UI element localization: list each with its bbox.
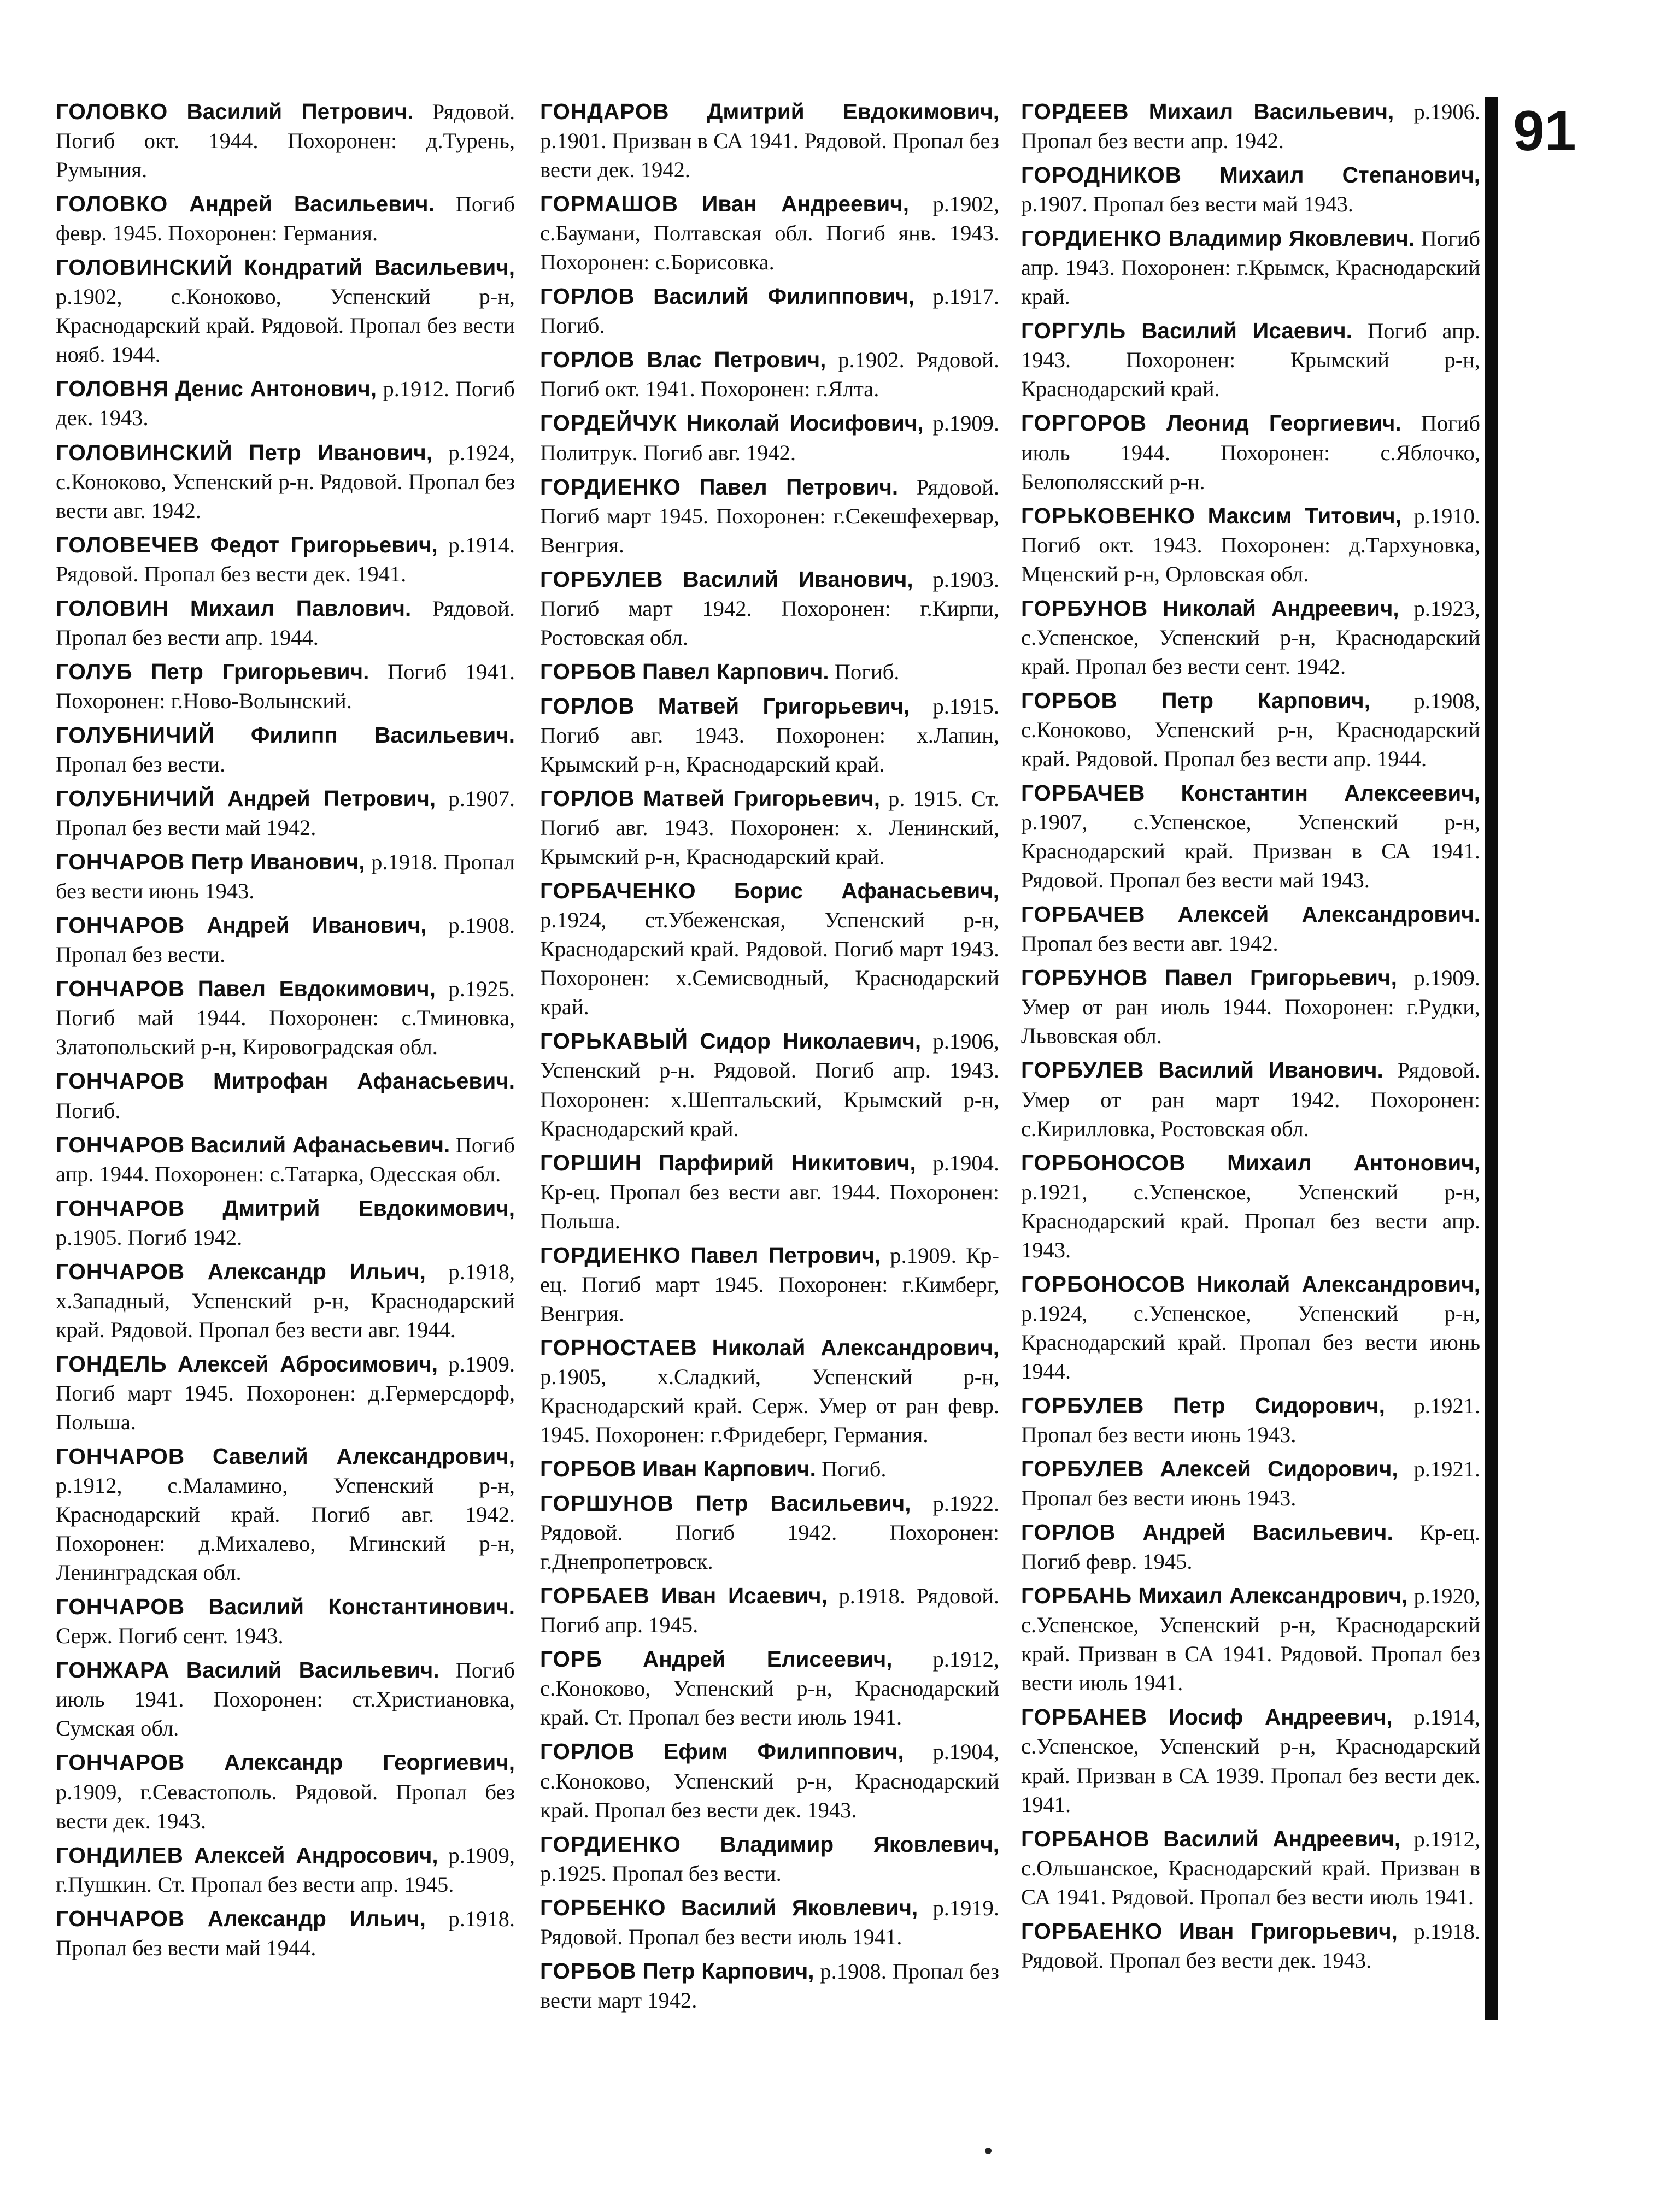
vertical-rule — [1485, 97, 1498, 2020]
entry-surname: ГОРБОВ — [540, 658, 637, 684]
entry — [56, 1841, 515, 1899]
entry-details: Погиб. — [834, 659, 900, 684]
entry-surname: ГОЛОВЕЧЕВ — [56, 532, 200, 557]
entry-details: Серж. Погиб сент. 1943. — [56, 1623, 284, 1649]
entry-details: р.1908, с.Коноково, Успенский р-н, Краснодарский край. Рядовой. Пропал без вести апр. 1944. — [1021, 688, 1480, 771]
entry — [540, 473, 999, 560]
entry-surname: ГОРДИЕНКО — [540, 474, 681, 499]
entry-details: р.1904, с.Коноково, Успенский р-н, Краснодарский край. Пропал без вести дек. 1943. — [540, 1739, 1000, 1822]
entry — [56, 1067, 515, 1125]
entry — [56, 1257, 515, 1344]
entry-given-name: Сидор Николаевич, — [700, 1028, 922, 1054]
entry — [56, 438, 515, 525]
entry — [540, 1830, 999, 1888]
entry-surname: ГОРБУЛЕВ — [1021, 1456, 1145, 1482]
entry-details: р.1909, г.Пушкин. Ст. Пропал без вести апр. 1945. — [56, 1843, 515, 1897]
entry-details: р.1908. Пропал без вести. — [56, 913, 515, 967]
entry-surname: ГОЛОВНЯ — [56, 376, 169, 402]
entry-details: р.1907. Пропал без вести май 1943. — [1021, 192, 1353, 217]
entry — [540, 565, 999, 652]
entry-details: Погиб апр. 1943. Похоронен: Крымский р-н, Краснодарский край. — [1021, 319, 1480, 402]
entry-details: р.1912, с.Ольшанское, Краснодарский край. Призван в СА 1941. Рядовой. Пропал без вести июль 1941. — [1021, 1826, 1480, 1909]
entry-details: Погиб июль 1941. Похоронен: ст.Христиановка, Сумская обл. — [56, 1658, 515, 1741]
entry-details: Рядовой. Погиб март 1945. Похоронен: г.Секешфехервар, Венгрия. — [540, 474, 1000, 557]
entry — [56, 253, 515, 369]
entry-details: р.1906, Успенский р-н. Рядовой. Погиб апр. 1943. Похоронен: х.Шептальский, Крымский р-н, Краснодарский край. — [540, 1029, 1000, 1141]
entry — [1021, 1149, 1480, 1264]
entry-details: р.1923, с.Успенское, Успенский р-н, Краснодарский край. Пропал без вести сент. 1942. — [1021, 596, 1481, 679]
entry-given-name: Филипп Васильевич. — [250, 722, 515, 748]
entry — [540, 97, 999, 184]
entry-surname: ГОНЧАРОВ — [56, 1905, 185, 1931]
entry-details: р.1909. Погиб март 1945. Похоронен: д.Гермерсдорф, Польша. — [56, 1351, 515, 1434]
column-2 — [540, 97, 999, 2020]
entry — [56, 911, 515, 969]
entry-details: р.1904. Кр-ец. Пропал без вести авг. 1944. Похоронен: Польша. — [540, 1150, 1000, 1233]
entry-surname: ГОНЧАРОВ — [56, 1444, 185, 1469]
entry-surname: ГОРШИН — [540, 1150, 642, 1175]
entry-surname: ГОРБОВ — [540, 1456, 637, 1482]
entry-surname: ГОЛУБ — [56, 658, 133, 684]
entry — [540, 657, 999, 686]
entry-details: Погиб. — [56, 1098, 121, 1123]
entry — [540, 692, 999, 779]
entry-given-name: Василий Васильевич. — [186, 1657, 439, 1683]
entry — [56, 974, 515, 1061]
entry-details: р.1912, с.Коноково, Успенский р-н, Краснодарский край. Ст. Пропал без вести июль 1941. — [540, 1647, 999, 1730]
entry — [56, 1131, 515, 1189]
entry-given-name: Савелий Александрович, — [212, 1444, 515, 1469]
entry — [56, 848, 515, 905]
entry-surname: ГОРДИЕНКО — [1021, 226, 1162, 251]
entry-given-name: Ефим Филиппович, — [664, 1739, 904, 1764]
entry-given-name: Павел Петрович, — [690, 1242, 881, 1268]
entry-given-name: Василий Филиппович, — [653, 284, 914, 309]
entry — [56, 1748, 515, 1835]
entry-surname: ГОРДЕЙЧУК — [540, 410, 677, 436]
entry-surname: ГОРБАНЕВ — [1021, 1704, 1148, 1730]
entry-details: Погиб апр. 1943. Похоронен: г.Крымск, Краснодарский край. — [1021, 226, 1481, 309]
page-number: 91 — [1513, 99, 1576, 163]
entry — [56, 1194, 515, 1252]
entry-details: р.1910. Погиб окт. 1943. Похоронен: д.Тархуновка, Мценский р-н, Орловская обл. — [1021, 503, 1480, 586]
entry-surname: ГОЛОВКО — [56, 99, 168, 124]
entry — [56, 1592, 515, 1650]
entry-surname: ГОЛОВИН — [56, 595, 169, 621]
entry-given-name: Василий Петрович. — [186, 99, 414, 124]
entry — [1021, 502, 1480, 589]
entry — [540, 1737, 999, 1824]
entry-details: Погиб апр. 1944. Похоронен: с.Татарка, Одесская обл. — [56, 1132, 515, 1186]
entry-given-name: Василий Андреевич, — [1163, 1826, 1401, 1851]
entry-surname: ГОНЧАРОВ — [56, 1132, 185, 1157]
entry-details: р.1902, с.Коноково, Успенский р-н, Краснодарский край. Рядовой. Пропал без вести нояб. 1944. — [56, 284, 515, 367]
entry-details: Погиб февр. 1945. Похоронен: Германия. — [56, 192, 515, 246]
entry-details: р.1914, с.Успенское, Успенский р-н, Краснодарский край. Призван в СА 1939. Пропал без вести дек. 1941. — [1021, 1705, 1480, 1817]
entry-given-name: Андрей Васильевич. — [1142, 1520, 1393, 1545]
entry-surname: ГОРЛОВ — [1021, 1520, 1116, 1545]
entry-surname: ГОНДЕЛЬ — [56, 1351, 167, 1376]
entry — [1021, 97, 1480, 155]
entry — [56, 531, 515, 589]
entry — [1021, 1056, 1480, 1143]
entry — [540, 784, 999, 871]
entry — [56, 374, 515, 432]
entry-given-name: Денис Антонович, — [175, 376, 377, 402]
entry-details: р.1921. Пропал без вести июнь 1943. — [1021, 1393, 1480, 1448]
entry-given-name: Алексей Александрович. — [1177, 902, 1480, 927]
entry — [540, 1489, 999, 1576]
entry-surname: ГОРОДНИКОВ — [1021, 162, 1182, 188]
entry-surname: ГОНЧАРОВ — [56, 1594, 185, 1620]
entry-surname: ГОРНОСТАЕВ — [540, 1334, 697, 1360]
entry — [1021, 1518, 1480, 1576]
entry-details: р.1909. Кр-ец. Погиб март 1945. Похоронен: г.Кимберг, Венгрия. — [540, 1243, 1000, 1326]
entry-given-name: Павел Григорьевич, — [1164, 965, 1397, 991]
entry-details: р.1925. Погиб май 1944. Похоронен: с.Тминовка, Златопольский р-н, Кировоградская обл. — [56, 976, 515, 1060]
entry-surname: ГОРМАШОВ — [540, 191, 678, 217]
entry-surname: ГОРБУНОВ — [1021, 595, 1148, 621]
entry — [540, 1455, 999, 1484]
entry-given-name: Матвей Григорьевич, — [658, 693, 910, 719]
entry-surname: ГОРБАНЬ — [1021, 1583, 1133, 1609]
entry-details: Пропал без вести. — [56, 751, 226, 776]
entry-surname: ГОЛУБНИЧИЙ — [56, 786, 215, 811]
entry-surname: ГОРБУЛЕВ — [1021, 1057, 1145, 1083]
entry-given-name: Андрей Елисеевич, — [643, 1646, 893, 1672]
entry-details: р.1924, с.Успенское, Успенский р-н, Краснодарский край. Пропал без вести июнь 1944. — [1021, 1301, 1480, 1384]
entry-surname: ГОРГОРОВ — [1021, 410, 1147, 436]
entry-details: р.1925. Пропал без вести. — [540, 1861, 782, 1886]
entry-given-name: Митрофан Афанасьевич. — [213, 1068, 515, 1094]
entry-given-name: Михаил Степанович, — [1219, 162, 1480, 188]
entry — [540, 1645, 999, 1732]
entry-details: р.1902. Рядовой. Погиб окт. 1941. Похоронен: г.Ялта. — [540, 348, 999, 402]
entry-surname: ГОНЖАРА — [56, 1657, 170, 1683]
entry-details: р.1914. Рядовой. Пропал без вести дек. 1941. — [56, 532, 515, 586]
entry-given-name: Александр Георгиевич, — [224, 1750, 515, 1775]
entry-given-name: Петр Иванович, — [191, 849, 365, 875]
entry-details: р.1905, х.Сладкий, Успенский р-н, Краснодарский край. Серж. Умер от ран февр. 1945. Похоронен: г.Фридеберг, Германия. — [540, 1364, 999, 1448]
entry — [1021, 1581, 1480, 1697]
entry — [540, 345, 999, 403]
entry-surname: ГОРДИЕНКО — [540, 1831, 681, 1857]
entry — [540, 1241, 999, 1328]
entry-given-name: Павел Евдокимович, — [197, 976, 436, 1002]
entry-details: р.1909. Умер от ран июль 1944. Похоронен: г.Рудки, Львовская обл. — [1021, 966, 1481, 1049]
entry-surname: ГОНЧАРОВ — [56, 913, 185, 938]
entry-details: р.1921. Пропал без вести июнь 1943. — [1021, 1457, 1480, 1511]
entry-details: Кр-ец. Погиб февр. 1945. — [1021, 1520, 1480, 1574]
entry-surname: ГОРБУНОВ — [1021, 965, 1148, 991]
entry — [1021, 1391, 1480, 1449]
entry-given-name: Василий Афанасьевич. — [190, 1132, 450, 1157]
entry-given-name: Андрей Иванович, — [207, 913, 427, 938]
entry-given-name: Алексей Абросимович, — [178, 1351, 438, 1376]
entry-given-name: Петр Васильевич, — [695, 1491, 911, 1516]
entry-given-name: Иван Григорьевич, — [1178, 1918, 1398, 1944]
entry — [56, 190, 515, 248]
entry — [1021, 594, 1480, 681]
entry — [540, 190, 999, 276]
column-1 — [56, 97, 515, 1968]
entry — [540, 876, 999, 1021]
entry — [1021, 1703, 1480, 1819]
entry-details: Погиб. — [822, 1457, 887, 1482]
entry-surname: ГОЛОВИНСКИЙ — [56, 255, 233, 280]
entry-given-name: Николай Александрович, — [712, 1334, 1000, 1360]
entry-details: р.1907. Пропал без вести май 1942. — [56, 786, 515, 840]
entry-given-name: Влас Петрович, — [647, 347, 826, 373]
entry-details: Рядовой. Умер от ран март 1942. Похоронен: с.Кирилловка, Ростовская обл. — [1021, 1058, 1481, 1141]
entry-details: р.1909. Политрук. Погиб авг. 1942. — [540, 411, 1000, 465]
entry-details: р.1918. Пропал без вести июнь 1943. — [56, 850, 515, 904]
entry — [540, 409, 999, 467]
entry-given-name: Иван Исаевич, — [661, 1583, 828, 1609]
entry — [1021, 1270, 1480, 1386]
entry-given-name: Павел Петрович. — [699, 474, 899, 499]
entry-details: р.1918, х.Западный, Успенский р-н, Краснодарский край. Рядовой. Пропал без вести авг. 1944. — [56, 1259, 515, 1342]
entry-details: р.1905. Погиб 1942. — [56, 1225, 243, 1250]
entry-given-name: Петр Иванович, — [249, 439, 433, 465]
entry — [56, 594, 515, 652]
entry-given-name: Андрей Петрович, — [227, 786, 436, 811]
entry — [540, 282, 999, 340]
entry-details: р.1919. Рядовой. Пропал без вести июль 1941. — [540, 1895, 1000, 1949]
entry-details: р.1906. Пропал без вести апр. 1942. — [1021, 99, 1481, 154]
entry-surname: ГОРБОВ — [1021, 687, 1118, 713]
entry-given-name: Иван Карпович. — [642, 1456, 816, 1482]
entry-given-name: Николай Александрович, — [1196, 1271, 1481, 1297]
entry-surname: ГОРБОНОСОВ — [1021, 1150, 1186, 1175]
entry — [540, 1581, 999, 1639]
entry — [1021, 224, 1480, 311]
entry-surname: ГОРДЕЕВ — [1021, 99, 1129, 124]
entry-given-name: Максим Титович, — [1207, 503, 1401, 528]
entry-surname: ГОРЛОВ — [540, 786, 635, 811]
entry-surname: ГОНЧАРОВ — [56, 849, 185, 875]
entry-surname: ГОНЧАРОВ — [56, 1068, 185, 1094]
entry-details: р.1903. Погиб март 1942. Похоронен: г.Кирпи, Ростовская обл. — [540, 567, 1000, 650]
entry — [1021, 779, 1480, 895]
entry-details: р.1918. Рядовой. Пропал без вести дек. 1943. — [1021, 1919, 1481, 1973]
entry-given-name: Кондратий Васильевич, — [244, 255, 515, 280]
entry-surname: ГОРБЕНКО — [540, 1895, 666, 1920]
entry-surname: ГОРЬКОВЕНКО — [1021, 503, 1196, 528]
entry-surname: ГОРБУЛЕВ — [1021, 1392, 1145, 1418]
entry — [1021, 900, 1480, 958]
footer-dot — [985, 2148, 992, 2154]
entry-surname: ГОРЛОВ — [540, 693, 635, 719]
entry-details: р.1920, с.Успенское, Успенский р-н, Краснодарский край. Призван в СА 1941. Рядовой. Пропал без вести июль 1941. — [1021, 1584, 1481, 1696]
entry-details: р.1922. Рядовой. Погиб 1942. Похоронен: г.Днепропетровск. — [540, 1491, 999, 1574]
entry-given-name: Михаил Васильевич, — [1148, 99, 1394, 124]
entry-surname: ГОНДАРОВ — [540, 99, 670, 124]
entry-given-name: Алексей Андросович, — [193, 1842, 438, 1868]
entry — [540, 1149, 999, 1236]
entry-surname: ГОРБОНОСОВ — [1021, 1271, 1186, 1297]
entry — [56, 97, 515, 184]
entry-details: Погиб 1941. Похоронен: г.Ново-Волынский. — [56, 659, 515, 713]
entry-surname: ГОРБУЛЕВ — [540, 566, 664, 592]
entry — [56, 1656, 515, 1743]
entry-details: Пропал без вести авг. 1942. — [1021, 931, 1278, 956]
entry — [56, 1350, 515, 1437]
entry-details: р.1912. Погиб дек. 1943. — [56, 376, 515, 431]
entry-given-name: Василий Иванович. — [1158, 1057, 1383, 1083]
entry — [1021, 409, 1480, 496]
entry-given-name: Петр Григорьевич. — [151, 658, 369, 684]
entry — [540, 1027, 999, 1143]
entry-surname: ГОНДИЛЕВ — [56, 1842, 184, 1868]
entry — [1021, 1825, 1480, 1911]
entry-given-name: Петр Карпович, — [642, 1958, 814, 1984]
entry-details: р.1918. Рядовой. Погиб апр. 1945. — [540, 1584, 1000, 1638]
entry-surname: ГОНЧАРОВ — [56, 1750, 185, 1775]
entry-details: Погиб июль 1944. Похоронен: с.Яблочко, Белополясский р-н. — [1021, 411, 1480, 494]
entry-surname: ГОРБОВ — [540, 1958, 637, 1984]
entry — [56, 721, 515, 779]
entry-given-name: Леонид Георгиевич. — [1166, 410, 1401, 436]
entry-surname: ГОЛОВКО — [56, 191, 168, 217]
entry-given-name: Дмитрий Евдокимович, — [222, 1195, 515, 1221]
entry-given-name: Петр Сидорович, — [1172, 1392, 1385, 1418]
entry-given-name: Михаил Антонович, — [1227, 1150, 1480, 1175]
entry-given-name: Михаил Александрович, — [1138, 1583, 1408, 1609]
entry-details: р.1917. Погиб. — [540, 284, 999, 338]
entry-given-name: Алексей Сидорович, — [1160, 1456, 1398, 1482]
entry-surname: ГОРБ — [540, 1646, 603, 1672]
entry-given-name: Константин Алексеевич, — [1181, 780, 1480, 806]
entry-given-name: Борис Афанасьевич, — [734, 878, 999, 904]
entry-given-name: Василий Иванович, — [683, 566, 913, 592]
entry-given-name: Николай Андреевич, — [1163, 595, 1399, 621]
entry-given-name: Михаил Павлович. — [190, 595, 412, 621]
entry-given-name: Андрей Васильевич. — [189, 191, 435, 217]
entry-given-name: Павел Карпович. — [642, 658, 829, 684]
entry-surname: ГОНЧАРОВ — [56, 1195, 185, 1221]
entry-given-name: Василий Константинович. — [208, 1594, 515, 1620]
entry-given-name: Иосиф Андреевич, — [1168, 1704, 1393, 1730]
entry-surname: ГОЛУБНИЧИЙ — [56, 722, 215, 748]
entry — [56, 657, 515, 715]
entry-given-name: Дмитрий Евдокимович, — [707, 99, 999, 124]
entry-surname: ГОНЧАРОВ — [56, 1258, 185, 1284]
entry-surname: ГОРШУНОВ — [540, 1491, 674, 1516]
entry-surname: ГОРЛОВ — [540, 1739, 635, 1764]
entry-given-name: Петр Карпович, — [1161, 687, 1370, 713]
entry-details: р.1924, ст.Убеженская, Успенский р-н, Краснодарский край. Рядовой. Погиб март 1943. Похоронен: х.Семисводный, Краснодарский край. — [540, 908, 999, 1020]
entry-surname: ГОРБАЕВ — [540, 1583, 650, 1609]
entry-surname: ГОНЧАРОВ — [56, 976, 185, 1002]
entry-surname: ГОРДИЕНКО — [540, 1242, 681, 1268]
entry-given-name: Николай Иосифович, — [686, 410, 924, 436]
entry-details: р.1909, г.Севастополь. Рядовой. Пропал без вести дек. 1943. — [56, 1779, 515, 1833]
entry-surname: ГОРБАЧЕВ — [1021, 780, 1146, 806]
entry — [1021, 161, 1480, 219]
entry-details: р.1902, с.Баумани, Полтавская обл. Погиб янв. 1943. Похоронен: с.Борисовка. — [540, 192, 1000, 275]
entry — [1021, 963, 1480, 1050]
entry-given-name: Василий Исаевич. — [1141, 318, 1352, 344]
entry — [540, 1957, 999, 2015]
entry-surname: ГОРЬКАВЫЙ — [540, 1028, 689, 1054]
entry-details: р.1908. Пропал без вести март 1942. — [540, 1958, 999, 2013]
entry — [1021, 686, 1480, 773]
entry — [56, 784, 515, 842]
entry — [1021, 316, 1480, 403]
entry-given-name: Матвей Григорьевич, — [643, 786, 881, 811]
entry-surname: ГОРБАЧЕНКО — [540, 878, 696, 904]
entry-given-name: Александр Ильич, — [207, 1258, 426, 1284]
entry-surname: ГОРБАЧЕВ — [1021, 902, 1146, 927]
entry-given-name: Иван Андреевич, — [702, 191, 910, 217]
entry-given-name: Парфирий Никитович, — [658, 1150, 916, 1175]
entry-surname: ГОЛОВИНСКИЙ — [56, 439, 233, 465]
entry-surname: ГОРБАЕНКО — [1021, 1918, 1163, 1944]
entry-details: Рядовой. Пропал без вести апр. 1944. — [56, 596, 515, 650]
entry-details: Рядовой. Погиб окт. 1944. Похоронен: д.Турень, Румыния. — [56, 99, 515, 183]
entry-details: р.1907, с.Успенское, Успенский р-н, Краснодарский край. Призван в СА 1941. Рядовой. Пропал без вести май 1943. — [1021, 810, 1480, 893]
entry-details: р.1915. Погиб авг. 1943. Похоронен: х.Лапин, Крымский р-н, Краснодарский край. — [540, 693, 1000, 776]
entry-details: р.1921, с.Успенское, Успенский р-н, Краснодарский край. Пропал без вести апр. 1943. — [1021, 1179, 1480, 1262]
entry — [540, 1893, 999, 1951]
entry-details: р. 1915. Ст. Погиб авг. 1943. Похоронен: х. Ленинский, Крымский р-н, Краснодарский край. — [540, 786, 999, 869]
entry-given-name: Владимир Яковлевич, — [720, 1831, 999, 1857]
entry-details: р.1912, с.Маламино, Успенский р-н, Краснодарский край. Погиб авг. 1942. Похоронен: д.Михалево, Мгинский р-н, Ленинградская обл. — [56, 1473, 515, 1585]
entry-details: р.1918. Пропал без вести май 1944. — [56, 1906, 515, 1960]
column-3 — [1021, 97, 1480, 1980]
entry-details: р.1924, с.Коноково, Успенский р-н. Рядовой. Пропал без вести авг. 1942. — [56, 440, 515, 523]
entry — [540, 1333, 999, 1449]
entry-given-name: Федот Григорьевич, — [210, 532, 438, 557]
entry-surname: ГОРЛОВ — [540, 284, 635, 309]
entry — [56, 1442, 515, 1587]
entry-surname: ГОРГУЛЬ — [1021, 318, 1127, 344]
entry — [1021, 1917, 1480, 1975]
entry-given-name: Александр Ильич, — [207, 1905, 426, 1931]
entry — [56, 1904, 515, 1962]
entry-given-name: Василий Яковлевич, — [681, 1895, 918, 1920]
entry-surname: ГОРБАНОВ — [1021, 1826, 1150, 1851]
entry-given-name: Владимир Яковлевич. — [1168, 226, 1415, 251]
entry-surname: ГОРЛОВ — [540, 347, 635, 373]
entry — [1021, 1455, 1480, 1513]
entry-details: р.1901. Призван в СА 1941. Рядовой. Пропал без вести дек. 1942. — [540, 128, 999, 183]
